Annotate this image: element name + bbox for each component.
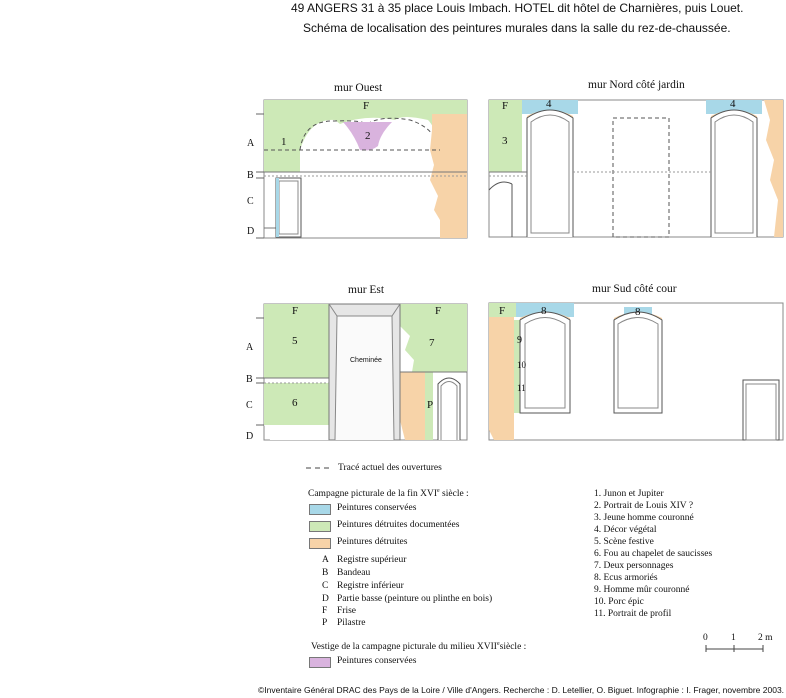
label-C-ouest: C (247, 196, 254, 207)
legend-label-17-conserved: Peintures conservées (337, 656, 417, 666)
legend-register-label: Registre inférieur (337, 581, 404, 591)
header-title: 49 ANGERS 31 à 35 place Louis Imbach. HOTEL dit hôtel de Charnières, puis Louet. (291, 1, 744, 15)
painting-number-1: 1 (281, 136, 287, 148)
subject-item: 10. Porc épic (594, 597, 644, 607)
legend-swatch-destroyed (309, 538, 331, 549)
wall-title-nord: mur Nord côté jardin (588, 79, 685, 91)
subject-item: 11. Portrait de profil (594, 609, 672, 619)
legend-register-key: D (322, 594, 329, 604)
painting-number-8-left: 8 (541, 305, 547, 317)
footer-credits: ©Inventaire Général DRAC des Pays de la Loire / Ville d'Angers. Recherche : D. Letellier, O. Biguet. Infographie : I. Frager, novembre 2003. (258, 685, 785, 695)
fireplace-label: Cheminée (350, 357, 382, 364)
label-F-ouest: F (363, 100, 370, 112)
legend-label-documented: Peintures détruites documentées (337, 520, 460, 530)
label-P-est: P (427, 399, 434, 411)
wall-title-est: mur Est (348, 284, 385, 296)
wall-nord (489, 100, 783, 237)
scale-bar (706, 645, 763, 652)
legend-register-label: Frise (337, 606, 356, 616)
legend-swatch-documented (309, 521, 331, 532)
painting-number-4-right: 4 (730, 98, 736, 110)
legend-swatch-17-conserved (309, 657, 331, 668)
header-subtitle: Schéma de localisation des peintures murales dans la salle du rez-de-chaussée. (303, 21, 731, 35)
label-D-est: D (246, 431, 254, 442)
painting-number-3: 3 (502, 135, 508, 147)
subject-item: 9. Homme mûr couronné (594, 585, 690, 595)
subject-item: 8. Ecus armoriés (594, 573, 658, 583)
subject-item: 5. Scène festive (594, 537, 654, 547)
painting-number-8-right: 8 (635, 306, 641, 318)
legend-register-label: Pilastre (337, 618, 366, 628)
painting-number-7: 7 (429, 337, 435, 349)
legend-trace-label: Tracé actuel des ouvertures (338, 463, 442, 473)
label-F-est-right: F (435, 305, 442, 317)
legend-label-conserved: Peintures conservées (337, 503, 417, 513)
subject-item: 4. Décor végétal (594, 525, 657, 535)
subject-item: 3. Jeune homme couronné (594, 513, 694, 523)
wall-est (264, 304, 467, 440)
subject-item: 2. Portrait de Louis XIV ? (594, 501, 694, 511)
painting-number-9: 9 (517, 335, 522, 346)
subject-item: 7. Deux personnages (594, 561, 674, 571)
painting-number-11: 11 (517, 383, 526, 393)
subject-item: 6. Fou au chapelet de saucisses (594, 549, 713, 559)
label-A-ouest: A (247, 138, 255, 149)
legend-swatch-conserved (309, 504, 331, 515)
scale-tick-1: 1 (731, 633, 736, 643)
wall-sud (489, 303, 783, 440)
label-C-est: C (246, 400, 253, 411)
scale-tick-0: 0 (703, 633, 708, 643)
register-marker-lines (256, 114, 264, 425)
wall-ouest (264, 100, 467, 238)
legend-register-label: Registre supérieur (337, 555, 407, 565)
legend-campaign17-title: Vestige de la campagne picturale du milieu XVIIesiècle : (311, 641, 527, 653)
label-B-ouest: B (247, 170, 254, 181)
legend-register-key: P (322, 618, 328, 628)
legend-register-key: B (322, 568, 329, 578)
painting-number-2: 2 (365, 130, 371, 142)
label-F-nord: F (502, 100, 509, 112)
wall-title-ouest: mur Ouest (334, 82, 383, 94)
label-F-est-left: F (292, 305, 299, 317)
painting-number-6: 6 (292, 397, 298, 409)
legend-register-label: Partie basse (peinture ou plinthe en bois) (337, 594, 493, 604)
painting-number-10: 10 (517, 360, 526, 370)
label-D-ouest: D (247, 226, 255, 237)
painting-number-4-left: 4 (546, 98, 552, 110)
legend-register-key: A (322, 555, 329, 565)
label-B-est: B (246, 374, 253, 385)
legend-register-key: C (322, 581, 329, 591)
painting-number-5: 5 (292, 335, 298, 347)
scale-tick-2: 2 m (758, 633, 773, 643)
label-F-sud: F (499, 305, 506, 317)
legend-campaign16-title: Campagne picturale de la fin XVIe siècle : (308, 488, 469, 500)
subject-item: 1. Junon et Jupiter (594, 489, 664, 499)
wall-title-sud: mur Sud côté cour (592, 283, 677, 295)
legend-label-destroyed: Peintures détruites (337, 537, 408, 547)
legend-register-key: F (322, 606, 328, 616)
legend-register-label: Bandeau (337, 568, 371, 578)
label-A-est: A (246, 342, 254, 353)
